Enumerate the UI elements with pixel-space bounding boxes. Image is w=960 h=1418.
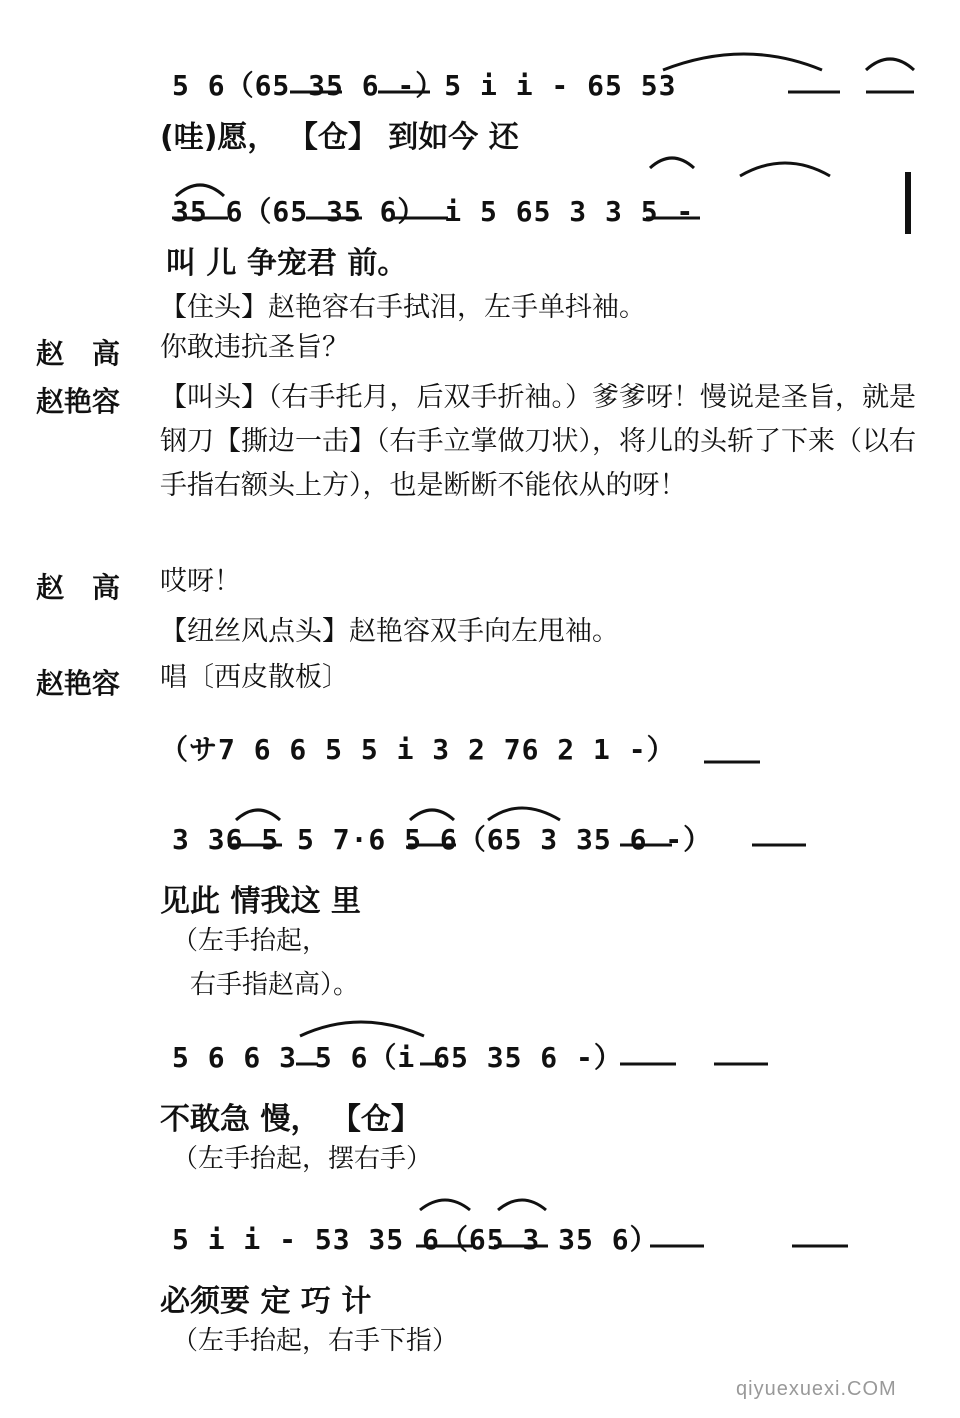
notation-line-4: 3 36 5 5 7·6 5 6（65 3 35 6 -）: [172, 823, 713, 856]
notation-line-1: 5 6（65 35 6 -）5 i i - 65 53: [172, 69, 677, 102]
speech-zhao-gao-1: 你敢违抗圣旨？: [160, 332, 349, 363]
direction-6: （左手抬起，右手下指）: [172, 1326, 459, 1356]
stage-direction-1: 【住头】赵艳容右手拭泪，左手单抖袖。: [160, 292, 646, 323]
speech-zhao-yanrong-1: 【叫头】（右手托月，后双手折袖。）爹爹呀！慢说是圣旨，就是钢刀【撕边一击】（右手立掌做刀状），将儿的头斩了下来（以右手指右额头上方），也是断断不能依从的呀！: [160, 382, 916, 501]
aria-label-xipi-sanban: 唱〔西皮散板〕: [160, 662, 349, 693]
speaker-zhao-yanrong-2: 赵艳容: [36, 667, 121, 700]
direction-4a: （左手抬起，: [172, 926, 329, 956]
notation-line-5: 5 6 6 3 5 6（i 65 35 6 -）: [172, 1041, 623, 1074]
speaker-zhao-yanrong-1: 赵艳容: [36, 385, 121, 418]
lyric-line-1: (哇)愿， 【仓】 到如今 还: [160, 120, 519, 155]
stage-direction-2: 【纽丝风点头】赵艳容双手向左甩袖。: [160, 616, 619, 647]
speaker-zhao-gao-1: 赵 高: [36, 337, 121, 370]
final-barline: [905, 172, 911, 234]
lyric-line-2: 叫 儿 争宠君 前。: [166, 246, 408, 281]
speech-zhao-gao-2: 哎呀！: [160, 566, 241, 597]
direction-4b: 右手指赵高）。: [190, 970, 360, 1000]
watermark: qiyuexuexi.COM: [736, 1378, 897, 1400]
lyric-line-4: 见此 情我这 里: [160, 884, 361, 919]
lyric-line-5: 不敢急 慢， 【仓】: [160, 1102, 421, 1137]
notation-line-3: （サ7 6 6 5 5 i 3 2 76 2 1 -）: [160, 733, 676, 766]
notation-line-6: 5 i i - 53 35 6（65 3 35 6）: [172, 1223, 659, 1256]
notation-line-2: 35 6（65 35 6） i 5 65 3 3 5 -: [172, 195, 695, 228]
direction-5: （左手抬起，摆右手）: [172, 1144, 433, 1174]
speaker-zhao-gao-2: 赵 高: [36, 571, 121, 604]
lyric-line-6: 必须要 定 巧 计: [160, 1284, 372, 1319]
